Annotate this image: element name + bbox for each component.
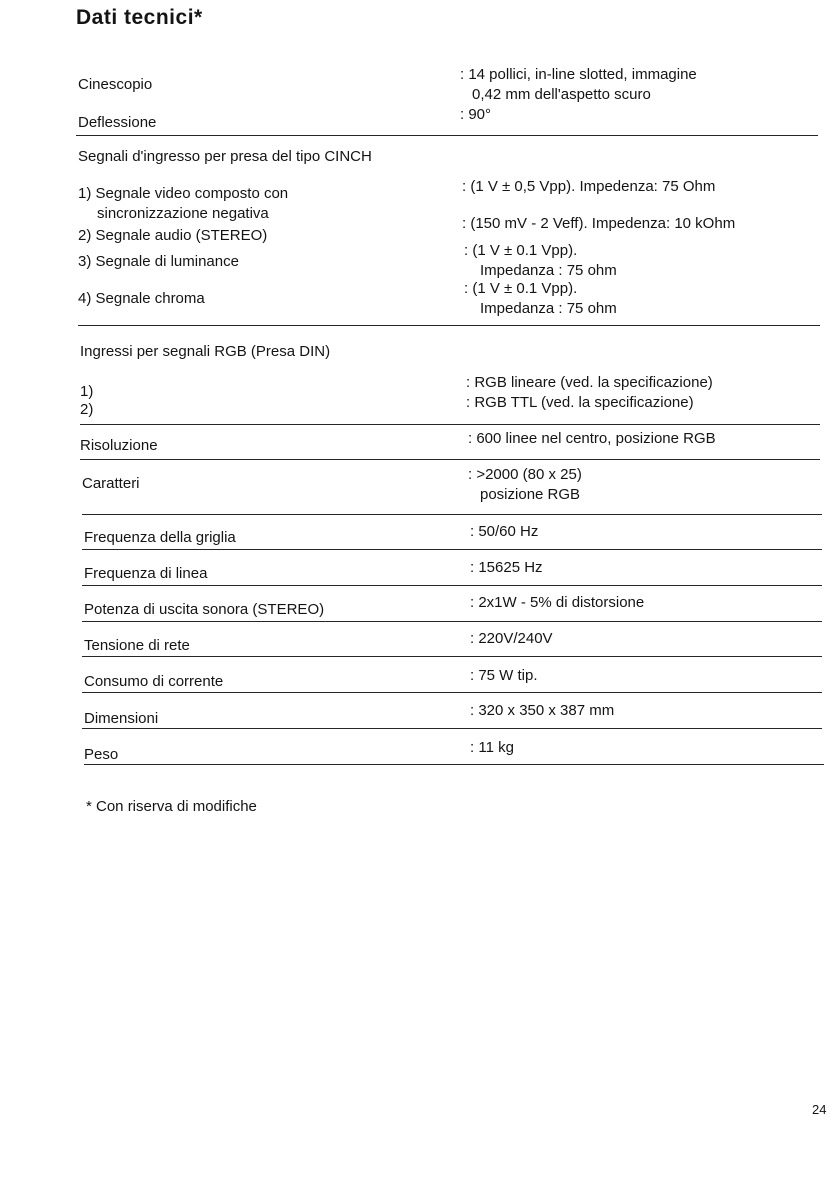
- value-cinescopio-cont: 0,42 mm dell'aspetto scuro: [472, 86, 651, 103]
- label-cinch-1-cont: sincronizzazione negativa: [97, 205, 269, 222]
- value-cinch-3-cont: Impedanza : 75 ohm: [480, 262, 617, 279]
- divider: [84, 764, 824, 765]
- label-rgb-1: 1): [80, 383, 94, 400]
- value-deflessione: : 90°: [460, 106, 492, 123]
- value-frequenza-linea: : 15625 Hz: [470, 559, 543, 576]
- label-cinescopio: Cinescopio: [78, 76, 153, 93]
- label-cinch-2: 2) Segnale audio (STEREO): [78, 227, 268, 244]
- label-cinch-3: 3) Segnale di luminance: [78, 253, 239, 270]
- divider: [80, 424, 820, 425]
- value-frequenza-griglia: : 50/60 Hz: [470, 523, 539, 540]
- divider: [82, 549, 822, 550]
- label-tensione: Tensione di rete: [84, 637, 190, 654]
- label-frequenza-linea: Frequenza di linea: [84, 565, 208, 582]
- label-caratteri: Caratteri: [82, 475, 140, 492]
- divider: [78, 325, 820, 326]
- value-rgb-2: : RGB TTL (ved. la specificazione): [466, 394, 694, 411]
- value-rgb-1: : RGB lineare (ved. la specificazione): [466, 374, 713, 391]
- divider: [76, 135, 818, 136]
- section-heading-rgb: Ingressi per segnali RGB (Presa DIN): [80, 343, 331, 360]
- value-caratteri: : >2000 (80 x 25): [468, 466, 582, 483]
- divider: [82, 692, 822, 693]
- footnote: * Con riserva di modifiche: [86, 798, 257, 815]
- value-risoluzione: : 600 linee nel centro, posizione RGB: [468, 430, 716, 447]
- divider: [82, 621, 822, 622]
- value-cinch-1: : (1 V ± 0,5 Vpp). Impedenza: 75 Ohm: [462, 178, 716, 195]
- value-cinch-4-cont: Impedanza : 75 ohm: [480, 300, 617, 317]
- label-peso: Peso: [84, 746, 119, 763]
- label-deflessione: Deflessione: [78, 114, 157, 131]
- divider: [82, 656, 822, 657]
- label-cinch-1: 1) Segnale video composto con: [78, 185, 289, 202]
- value-tensione: : 220V/240V: [470, 630, 553, 647]
- value-consumo: : 75 W tip.: [470, 667, 538, 684]
- value-cinch-3: : (1 V ± 0.1 Vpp).: [464, 242, 578, 259]
- page-number: 24: [812, 1102, 827, 1117]
- label-potenza: Potenza di uscita sonora (STEREO): [84, 601, 325, 618]
- divider: [80, 459, 820, 460]
- value-cinch-4: : (1 V ± 0.1 Vpp).: [464, 280, 578, 297]
- label-dimensioni: Dimensioni: [84, 710, 159, 727]
- value-caratteri-cont: posizione RGB: [480, 486, 581, 503]
- value-cinch-2: : (150 mV - 2 Veff). Impedenza: 10 kOhm: [462, 215, 736, 232]
- divider: [82, 728, 822, 729]
- divider: [82, 514, 822, 515]
- label-consumo: Consumo di corrente: [84, 673, 224, 690]
- value-cinescopio: : 14 pollici, in-line slotted, immagine: [460, 66, 697, 83]
- label-risoluzione: Risoluzione: [80, 437, 158, 454]
- value-potenza: : 2x1W - 5% di distorsione: [470, 594, 645, 611]
- value-dimensioni: : 320 x 350 x 387 mm: [470, 702, 615, 719]
- value-peso: : 11 kg: [470, 739, 514, 756]
- label-rgb-2: 2): [80, 401, 94, 418]
- page-title: Dati tecnici*: [76, 6, 203, 29]
- label-frequenza-griglia: Frequenza della griglia: [84, 529, 236, 546]
- label-cinch-4: 4) Segnale chroma: [78, 290, 205, 307]
- section-heading-cinch: Segnali d'ingresso per presa del tipo CINCH: [78, 148, 372, 165]
- divider: [82, 585, 822, 586]
